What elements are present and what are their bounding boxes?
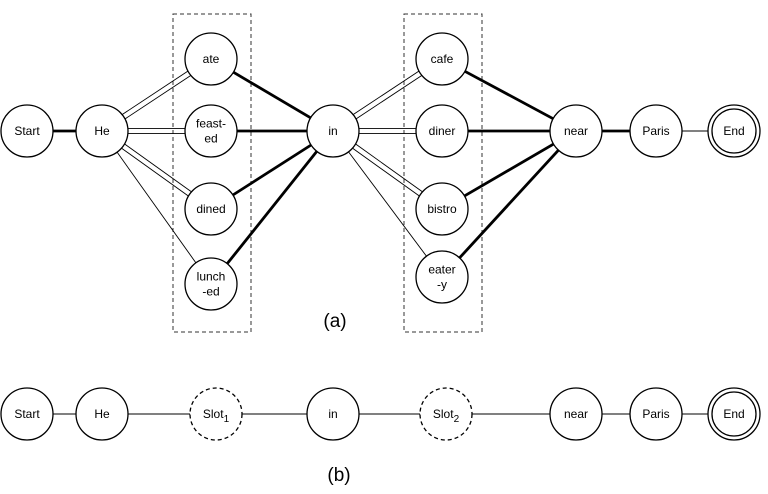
- a-node-label-start: Start: [14, 124, 40, 138]
- b-node-label-end: End: [723, 407, 745, 421]
- a-edge-in-bistro: [353, 144, 423, 196]
- a-node-bistro: [416, 183, 468, 235]
- a-node-in: [307, 105, 359, 157]
- a-edge-in-eatery: [349, 152, 427, 256]
- a-edge-cafe-near: [465, 71, 553, 118]
- a-edge-he-dined: [122, 144, 192, 196]
- b-node-paris: [630, 388, 682, 440]
- b-node-start: [1, 388, 53, 440]
- a-node-label-paris: Paris: [642, 124, 670, 138]
- b-node-label-paris: Paris: [642, 407, 670, 421]
- b-node-label-slot1: Slot$_1$: [202, 407, 230, 425]
- a-edge-in-diner: [359, 128, 416, 133]
- b-node-end: [708, 388, 760, 440]
- panel-label-b: (b): [327, 465, 351, 486]
- a-edge-he-feasted: [128, 128, 185, 133]
- a-node-label-dined: dined: [196, 202, 226, 216]
- a-node-end: [708, 105, 760, 157]
- a-node-label-in: in: [328, 124, 338, 138]
- a-node-label-end: End: [723, 124, 745, 138]
- b-node-near: [550, 388, 602, 440]
- b-node-slot1: [190, 388, 242, 440]
- a-edge-he-ate: [122, 71, 190, 119]
- a-node-eatery: [416, 251, 468, 303]
- b-node-slot2: [420, 388, 472, 440]
- a-node-paris: [630, 105, 682, 157]
- b-node-label-near: near: [563, 407, 589, 421]
- a-node-diner: [416, 105, 468, 157]
- a-node-ate: [185, 33, 237, 85]
- a-edge-ate-in: [233, 72, 310, 118]
- a-node-label-he: He: [94, 124, 110, 138]
- a-edge-he-lunched: [117, 152, 196, 263]
- a-edge-eatery-near: [460, 150, 559, 258]
- a-node-label-bistro: bistro: [427, 202, 457, 216]
- a-node-label-lunched: lunch -ed: [196, 269, 226, 299]
- a-node-label-diner: diner: [428, 124, 456, 138]
- b-node-in: [307, 388, 359, 440]
- a-node-label-eatery: eater -y: [428, 262, 456, 292]
- a-edge-lunched-in: [227, 151, 317, 263]
- b-node-label-he: He: [94, 407, 110, 421]
- b-node-label-slot2: Slot$_2$: [432, 407, 460, 425]
- b-node-label-in: in: [328, 407, 338, 421]
- a-node-label-feasted: feast-ed: [195, 116, 227, 146]
- a-node-label-cafe: cafe: [430, 52, 454, 66]
- a-edge-in-cafe: [353, 71, 421, 119]
- a-node-near: [550, 105, 602, 157]
- a-node-label-near: near: [563, 124, 589, 138]
- a-node-start: [1, 105, 53, 157]
- panel-label-a: (a): [323, 311, 347, 332]
- a-edge-dined-in: [233, 145, 311, 195]
- b-node-he: [76, 388, 128, 440]
- b-node-label-start: Start: [14, 407, 40, 421]
- a-node-label-ate: ate: [202, 52, 220, 66]
- a-node-dined: [185, 183, 237, 235]
- a-node-he: [76, 105, 128, 157]
- a-node-feasted: [185, 105, 237, 157]
- a-node-cafe: [416, 33, 468, 85]
- a-node-lunched: [185, 258, 237, 310]
